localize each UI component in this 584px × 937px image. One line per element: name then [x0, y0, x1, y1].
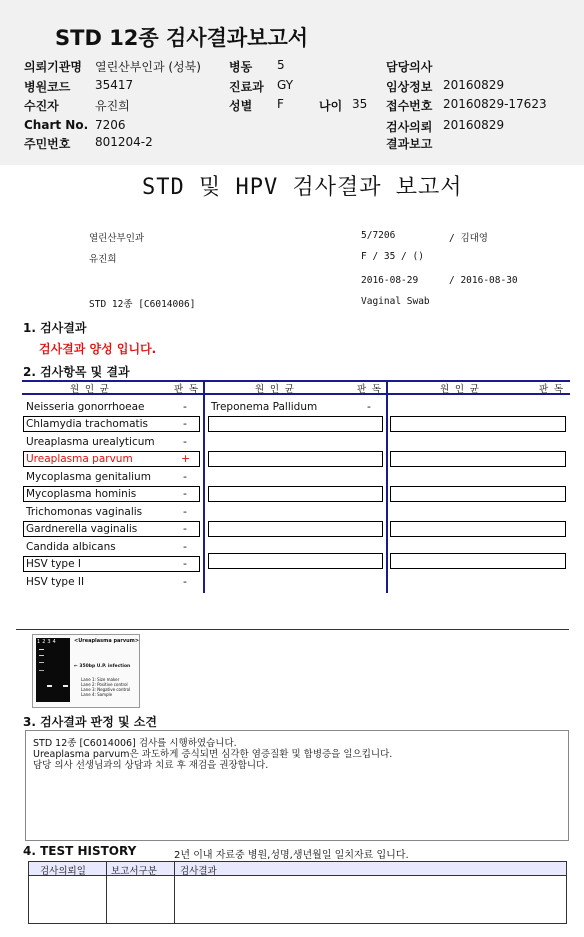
organism-result-positive: +: [181, 452, 191, 465]
reception-number-label: 접수번호: [386, 99, 433, 113]
section4-heading: 4. TEST HISTORY: [23, 844, 137, 858]
organism-name: HSV type I: [26, 558, 81, 570]
empty-row-box: [208, 416, 383, 432]
ward-value: 5: [277, 58, 285, 72]
organism-result: -: [183, 505, 187, 518]
column-divider-1: [203, 380, 205, 593]
col3-organism-header: 원 인 균: [440, 384, 479, 395]
report-specimen: Vaginal Swab: [361, 296, 430, 307]
organism-name-positive: Ureaplasma parvum: [26, 453, 133, 465]
opinion-line: 담당 의사 선생님과의 상담과 치료 후 재검을 권장합니다.: [33, 760, 269, 771]
organism-name: Treponema Pallidum: [211, 401, 318, 413]
section1-heading: 1. 검사결과: [23, 321, 87, 335]
report-doctor: / 김대영: [449, 233, 488, 244]
clinical-info-value: 20160829: [443, 78, 505, 92]
gel-legend-item: Lane 2: Positive control: [81, 682, 128, 687]
reception-number-value: 20160829-17623: [443, 97, 547, 111]
report-test-name: STD 12종 [C6014006]: [89, 299, 196, 310]
report-date-reported: / 2016-08-30: [449, 275, 518, 286]
lane-number: 1: [37, 639, 43, 645]
positive-result-text: 검사결과 양성 입니다.: [39, 342, 157, 356]
empty-row-box: [390, 416, 566, 432]
sex-label: 성별: [229, 99, 253, 113]
clinical-info-label: 임상정보: [386, 80, 433, 94]
institution-label: 의뢰기관명: [24, 60, 82, 74]
col2-judgement-header: 판 독: [357, 384, 382, 395]
section3-heading: 3. 검사결과 판정 및 소견: [23, 715, 157, 729]
chart-number-value: 7206: [95, 118, 126, 132]
result-report-label: 결과보고: [386, 137, 433, 151]
dept-label: 진료과: [229, 80, 264, 94]
organism-result: -: [183, 400, 187, 413]
chart-number-label: Chart No.: [24, 118, 89, 132]
history-col-request-date: 검사의뢰일: [40, 866, 86, 877]
age-value: 35: [352, 97, 368, 111]
ladder-band: [39, 662, 44, 663]
request-date-label: 검사의뢰: [386, 120, 433, 134]
history-col-divider: [106, 861, 107, 924]
report-date-received: 2016-08-29: [361, 275, 419, 286]
hospital-code-label: 병원코드: [24, 80, 71, 94]
organism-result: -: [367, 400, 371, 413]
organism-result: -: [183, 487, 187, 500]
empty-row-box: [208, 486, 383, 502]
gel-legend-item: Lane 3: Negative control: [81, 687, 131, 692]
gel-legend-item: Lane 4: Sample: [81, 692, 113, 697]
ward-label: 병동: [229, 60, 253, 74]
organism-result: -: [183, 575, 187, 588]
organism-name: Mycoplasma genitalium: [26, 471, 151, 483]
lane-number: 3: [47, 639, 53, 645]
history-col-divider: [174, 861, 175, 924]
report-title: STD 및 HPV 검사결과 보고서: [142, 175, 463, 200]
col1-organism-header: 원 인 균: [70, 384, 109, 395]
doctor-label: 담당의사: [386, 60, 433, 74]
report-clinic: 열린산부인과: [89, 233, 145, 244]
organism-name: Candida albicans: [26, 541, 116, 553]
gel-electrophoresis-image: [32, 634, 140, 708]
organism-name: HSV type II: [26, 576, 85, 588]
dept-value: GY: [277, 78, 294, 92]
gel-title: <Ureaplasma parvum>: [74, 638, 140, 644]
organism-result: -: [183, 557, 187, 570]
hospital-code-value: 35417: [95, 78, 134, 92]
col1-judgement-header: 판 독: [174, 384, 199, 395]
organism-name: Chlamydia trachomatis: [26, 418, 149, 430]
document-title: STD 12종 검사결과보고서: [55, 26, 309, 50]
empty-row-box: [208, 451, 383, 467]
empty-row-box: [390, 521, 566, 537]
column-divider-2: [386, 380, 388, 593]
age-label: 나이: [319, 99, 343, 113]
sex-value: F: [277, 97, 284, 111]
report-ward-chart: 5/7206: [361, 230, 396, 241]
empty-row-box: [208, 553, 383, 569]
organism-name: Mycoplasma hominis: [26, 488, 137, 500]
organism-result: -: [183, 540, 187, 553]
lane-number: 4: [52, 639, 58, 645]
organism-name: Neisseria gonorrhoeae: [26, 401, 145, 413]
institution-value: 열린산부인과 (성북): [95, 60, 201, 74]
history-note: 2년 이내 자료중 병원,성명,생년월일 일치자료 입니다.: [174, 850, 409, 861]
gel-legend-item: Lane 1: Size maker: [81, 677, 120, 682]
organism-result: -: [183, 417, 187, 430]
history-table-header: [28, 861, 567, 876]
section2-heading: 2. 검사항목 및 결과: [23, 365, 130, 379]
col3-judgement-header: 판 독: [539, 384, 564, 395]
patient-label: 수진자: [24, 99, 59, 113]
organism-name: Ureaplasma urealyticum: [26, 436, 155, 448]
ladder-band: [39, 655, 44, 656]
resident-number-value: 801204-2: [95, 135, 153, 149]
empty-row-box: [390, 451, 566, 467]
empty-row-box: [390, 553, 566, 569]
empty-row-box: [208, 521, 383, 537]
organism-result: -: [183, 435, 187, 448]
patient-value: 유진희: [95, 99, 130, 113]
ladder-band: [39, 670, 44, 671]
section-divider: [16, 629, 569, 630]
history-col-result: 검사결과: [180, 866, 217, 877]
opinion-line: STD 12종 [C6014006] 검사를 시행하였습니다.: [33, 738, 237, 749]
col2-organism-header: 원 인 균: [255, 384, 294, 395]
report-patient: 유진희: [89, 254, 117, 265]
opinion-line: Ureaplasma parvum은 과도하게 증식되면 심각한 염증질환 및 합병증을 일으킵니다.: [33, 749, 393, 760]
organism-result: -: [183, 522, 187, 535]
gel-band-label: ← 350bp U.P. infection: [74, 664, 131, 669]
empty-row-box: [390, 486, 566, 502]
ladder-band: [39, 649, 44, 650]
organism-result: -: [183, 470, 187, 483]
organism-name: Trichomonas vaginalis: [26, 506, 143, 518]
request-date-value: 20160829: [443, 118, 505, 132]
report-sex-age: F / 35 / (): [361, 251, 424, 262]
organism-name: Gardnerella vaginalis: [26, 523, 138, 535]
sample-band: [63, 685, 68, 687]
lane-number: 2: [42, 639, 48, 645]
history-col-report-type: 보고서구분: [111, 866, 157, 877]
resident-number-label: 주민번호: [24, 137, 71, 151]
positive-control-band: [47, 685, 52, 687]
